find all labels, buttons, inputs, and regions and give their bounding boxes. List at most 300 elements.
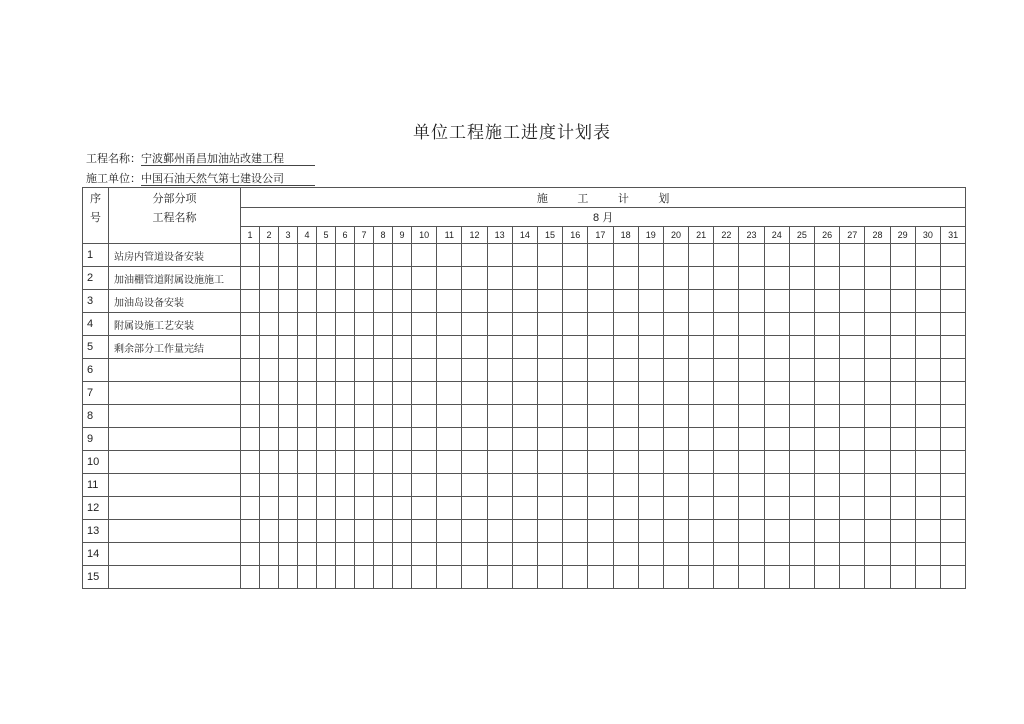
schedule-day-cell <box>890 497 915 520</box>
schedule-day-cell <box>260 290 279 313</box>
schedule-day-cell <box>298 497 317 520</box>
schedule-day-cell <box>588 428 613 451</box>
schedule-day-cell <box>317 543 336 566</box>
schedule-day-cell <box>336 543 355 566</box>
schedule-day-cell <box>663 428 688 451</box>
schedule-day-cell <box>840 451 865 474</box>
schedule-day-cell <box>689 428 714 451</box>
schedule-day-cell <box>638 336 663 359</box>
schedule-day-cell <box>317 290 336 313</box>
schedule-day-cell <box>588 405 613 428</box>
project-name-value: 宁波鄞州甬昌加油站改建工程 <box>141 152 315 166</box>
schedule-day-cell <box>663 451 688 474</box>
day-header-cell: 29 <box>890 227 915 244</box>
schedule-day-cell <box>764 428 789 451</box>
schedule-day-cell <box>714 359 739 382</box>
schedule-day-cell <box>915 267 940 290</box>
schedule-day-cell <box>840 405 865 428</box>
table-row <box>83 566 966 589</box>
schedule-day-cell <box>739 336 764 359</box>
schedule-day-cell <box>437 497 462 520</box>
schedule-day-cell <box>588 451 613 474</box>
day-header-cell: 19 <box>638 227 663 244</box>
schedule-day-cell <box>298 382 317 405</box>
schedule-day-cell <box>663 313 688 336</box>
schedule-day-cell <box>865 474 890 497</box>
schedule-day-cell <box>260 267 279 290</box>
schedule-day-cell <box>437 244 462 267</box>
schedule-day-cell <box>613 543 638 566</box>
schedule-day-cell <box>393 428 412 451</box>
schedule-day-cell <box>393 520 412 543</box>
schedule-day-cell <box>915 428 940 451</box>
schedule-day-cell <box>393 336 412 359</box>
schedule-day-cell <box>689 244 714 267</box>
schedule-day-cell <box>374 497 393 520</box>
schedule-day-cell <box>279 336 298 359</box>
schedule-day-cell <box>260 474 279 497</box>
schedule-day-cell <box>355 497 374 520</box>
schedule-day-cell <box>638 359 663 382</box>
schedule-day-cell <box>241 405 260 428</box>
schedule-day-cell <box>890 405 915 428</box>
schedule-day-cell <box>512 244 537 267</box>
schedule-day-cell <box>374 359 393 382</box>
schedule-day-cell <box>437 359 462 382</box>
schedule-day-cell <box>537 543 562 566</box>
schedule-day-cell <box>739 244 764 267</box>
schedule-day-cell <box>638 405 663 428</box>
schedule-day-cell <box>663 405 688 428</box>
day-header-cell: 12 <box>462 227 487 244</box>
schedule-day-cell <box>689 405 714 428</box>
schedule-day-cell <box>393 290 412 313</box>
schedule-day-cell <box>563 267 588 290</box>
day-header-cell: 8 <box>374 227 393 244</box>
schedule-day-cell <box>437 566 462 589</box>
plan-header-char: 计 <box>617 191 629 205</box>
schedule-table <box>82 187 966 589</box>
schedule-day-cell <box>298 244 317 267</box>
row-number-cell: 11 <box>83 474 109 497</box>
number-header-line-2: 号 <box>90 211 101 224</box>
plan-header-char: 施 <box>536 191 548 205</box>
schedule-day-cell <box>487 267 512 290</box>
day-header-cell: 13 <box>487 227 512 244</box>
schedule-day-cell <box>940 382 965 405</box>
schedule-day-cell <box>563 313 588 336</box>
schedule-day-cell <box>241 313 260 336</box>
schedule-day-cell <box>789 267 814 290</box>
schedule-day-cell <box>865 382 890 405</box>
row-number-cell: 1 <box>83 244 109 267</box>
schedule-day-cell <box>260 313 279 336</box>
schedule-day-cell <box>714 428 739 451</box>
schedule-day-cell <box>940 543 965 566</box>
schedule-day-cell <box>336 382 355 405</box>
day-header-cell: 20 <box>663 227 688 244</box>
schedule-day-cell <box>764 244 789 267</box>
table-row <box>83 290 966 313</box>
schedule-day-cell <box>537 451 562 474</box>
schedule-day-cell <box>890 428 915 451</box>
schedule-day-cell <box>298 290 317 313</box>
schedule-day-cell <box>279 313 298 336</box>
day-header-cell: 15 <box>537 227 562 244</box>
schedule-day-cell <box>298 428 317 451</box>
schedule-day-cell <box>537 405 562 428</box>
schedule-day-cell <box>815 451 840 474</box>
schedule-day-cell <box>487 497 512 520</box>
schedule-day-cell <box>865 566 890 589</box>
schedule-day-cell <box>462 520 487 543</box>
day-header-cell: 3 <box>279 227 298 244</box>
schedule-day-cell <box>588 359 613 382</box>
schedule-day-cell <box>462 336 487 359</box>
schedule-day-cell <box>739 405 764 428</box>
schedule-day-cell <box>890 290 915 313</box>
schedule-day-cell <box>915 497 940 520</box>
schedule-day-cell <box>890 336 915 359</box>
schedule-day-cell <box>298 336 317 359</box>
schedule-day-cell <box>317 474 336 497</box>
schedule-day-cell <box>537 244 562 267</box>
schedule-day-cell <box>764 497 789 520</box>
table-row <box>83 244 966 267</box>
schedule-day-cell <box>613 566 638 589</box>
schedule-day-cell <box>815 359 840 382</box>
schedule-day-cell <box>815 405 840 428</box>
schedule-day-cell <box>374 382 393 405</box>
schedule-day-cell <box>241 543 260 566</box>
schedule-day-cell <box>613 267 638 290</box>
schedule-day-cell <box>393 267 412 290</box>
month-header: 8 月 <box>241 208 966 227</box>
schedule-day-cell <box>437 405 462 428</box>
schedule-day-cell <box>563 336 588 359</box>
schedule-day-cell <box>563 566 588 589</box>
schedule-day-cell <box>840 497 865 520</box>
schedule-day-cell <box>537 359 562 382</box>
schedule-day-cell <box>241 497 260 520</box>
schedule-day-cell <box>940 313 965 336</box>
row-number-cell: 6 <box>83 359 109 382</box>
row-task-cell <box>109 382 241 405</box>
schedule-day-cell <box>355 290 374 313</box>
schedule-day-cell <box>739 359 764 382</box>
schedule-day-cell <box>336 497 355 520</box>
schedule-day-cell <box>815 267 840 290</box>
number-header-line-1: 序 <box>90 192 101 205</box>
schedule-day-cell <box>739 451 764 474</box>
schedule-day-cell <box>739 267 764 290</box>
schedule-day-cell <box>298 543 317 566</box>
schedule-day-cell <box>512 520 537 543</box>
schedule-day-cell <box>764 451 789 474</box>
schedule-day-cell <box>374 428 393 451</box>
schedule-day-cell <box>412 382 437 405</box>
day-header-cell: 26 <box>815 227 840 244</box>
day-header-cell: 30 <box>915 227 940 244</box>
schedule-day-cell <box>437 428 462 451</box>
row-number-cell: 9 <box>83 428 109 451</box>
schedule-day-cell <box>638 451 663 474</box>
schedule-day-cell <box>437 520 462 543</box>
row-task-cell <box>109 474 241 497</box>
schedule-day-cell <box>563 290 588 313</box>
schedule-day-cell <box>714 244 739 267</box>
schedule-day-cell <box>638 566 663 589</box>
schedule-day-cell <box>890 474 915 497</box>
schedule-day-cell <box>940 497 965 520</box>
schedule-day-cell <box>588 313 613 336</box>
schedule-day-cell <box>764 336 789 359</box>
construction-unit-value: 中国石油天然气第七建设公司 <box>141 172 315 186</box>
day-header-cell: 5 <box>317 227 336 244</box>
day-header-cell: 9 <box>393 227 412 244</box>
schedule-day-cell <box>241 382 260 405</box>
schedule-day-cell <box>298 267 317 290</box>
day-header-cell: 25 <box>789 227 814 244</box>
schedule-day-cell <box>613 405 638 428</box>
table-row <box>83 497 966 520</box>
schedule-day-cell <box>279 566 298 589</box>
schedule-day-cell <box>840 244 865 267</box>
table-row <box>83 428 966 451</box>
day-header-cell: 22 <box>714 227 739 244</box>
schedule-day-cell <box>355 382 374 405</box>
schedule-day-cell <box>487 313 512 336</box>
schedule-day-cell <box>355 405 374 428</box>
row-number-cell: 13 <box>83 520 109 543</box>
schedule-day-cell <box>437 382 462 405</box>
row-task-cell <box>109 543 241 566</box>
schedule-day-cell <box>260 520 279 543</box>
table-row <box>83 267 966 290</box>
schedule-day-cell <box>638 313 663 336</box>
schedule-day-cell <box>815 290 840 313</box>
schedule-day-cell <box>915 451 940 474</box>
schedule-day-cell <box>487 474 512 497</box>
row-number-cell: 14 <box>83 543 109 566</box>
schedule-day-cell <box>462 566 487 589</box>
day-header-cell: 16 <box>563 227 588 244</box>
schedule-day-cell <box>613 336 638 359</box>
schedule-day-cell <box>663 520 688 543</box>
schedule-day-cell <box>393 382 412 405</box>
schedule-day-cell <box>317 428 336 451</box>
schedule-day-cell <box>563 428 588 451</box>
schedule-day-cell <box>374 451 393 474</box>
schedule-day-cell <box>512 497 537 520</box>
schedule-day-cell <box>789 405 814 428</box>
schedule-day-cell <box>915 313 940 336</box>
schedule-day-cell <box>588 474 613 497</box>
schedule-day-cell <box>336 520 355 543</box>
row-task-cell: 附属设施工艺安装 <box>109 313 241 336</box>
schedule-day-cell <box>563 451 588 474</box>
schedule-day-cell <box>739 313 764 336</box>
schedule-day-cell <box>689 543 714 566</box>
schedule-day-cell <box>714 313 739 336</box>
schedule-day-cell <box>336 267 355 290</box>
schedule-day-cell <box>764 474 789 497</box>
schedule-day-cell <box>336 313 355 336</box>
schedule-day-cell <box>279 359 298 382</box>
schedule-day-cell <box>317 313 336 336</box>
schedule-day-cell <box>764 359 789 382</box>
row-number-cell: 12 <box>83 497 109 520</box>
schedule-day-cell <box>462 267 487 290</box>
schedule-day-cell <box>393 543 412 566</box>
schedule-day-cell <box>815 566 840 589</box>
schedule-day-cell <box>789 382 814 405</box>
row-number-cell: 4 <box>83 313 109 336</box>
schedule-day-cell <box>865 359 890 382</box>
schedule-day-cell <box>789 428 814 451</box>
row-task-cell: 加油岛设备安装 <box>109 290 241 313</box>
schedule-day-cell <box>279 244 298 267</box>
schedule-day-cell <box>537 382 562 405</box>
schedule-day-cell <box>487 543 512 566</box>
schedule-day-cell <box>890 313 915 336</box>
schedule-day-cell <box>279 543 298 566</box>
schedule-day-cell <box>355 474 374 497</box>
schedule-day-cell <box>613 474 638 497</box>
schedule-day-cell <box>714 451 739 474</box>
table-row <box>83 543 966 566</box>
schedule-day-cell <box>336 290 355 313</box>
schedule-day-cell <box>241 359 260 382</box>
plan-header-char: 划 <box>658 191 670 205</box>
schedule-day-cell <box>764 520 789 543</box>
schedule-day-cell <box>588 267 613 290</box>
schedule-day-cell <box>412 267 437 290</box>
table-row <box>83 474 966 497</box>
schedule-day-cell <box>393 451 412 474</box>
construction-unit-label: 施工单位： <box>86 172 141 185</box>
schedule-day-cell <box>393 359 412 382</box>
schedule-day-cell <box>940 474 965 497</box>
schedule-day-cell <box>336 359 355 382</box>
schedule-day-cell <box>563 382 588 405</box>
schedule-day-cell <box>462 244 487 267</box>
schedule-day-cell <box>279 267 298 290</box>
day-header-cell: 18 <box>613 227 638 244</box>
schedule-day-cell <box>317 382 336 405</box>
schedule-day-cell <box>689 359 714 382</box>
schedule-day-cell <box>462 359 487 382</box>
schedule-day-cell <box>393 497 412 520</box>
schedule-day-cell <box>915 359 940 382</box>
schedule-day-cell <box>588 290 613 313</box>
schedule-day-cell <box>638 520 663 543</box>
schedule-day-cell <box>412 336 437 359</box>
schedule-day-cell <box>487 336 512 359</box>
schedule-day-cell <box>537 313 562 336</box>
schedule-day-cell <box>298 451 317 474</box>
schedule-day-cell <box>241 267 260 290</box>
schedule-day-cell <box>437 336 462 359</box>
schedule-day-cell <box>279 428 298 451</box>
schedule-day-cell <box>412 520 437 543</box>
schedule-day-cell <box>789 359 814 382</box>
schedule-day-cell <box>865 336 890 359</box>
schedule-day-cell <box>279 497 298 520</box>
schedule-day-cell <box>638 474 663 497</box>
schedule-day-cell <box>689 267 714 290</box>
schedule-day-cell <box>412 359 437 382</box>
schedule-day-cell <box>512 474 537 497</box>
schedule-day-cell <box>241 520 260 543</box>
schedule-day-cell <box>689 336 714 359</box>
row-task-cell <box>109 428 241 451</box>
schedule-day-cell <box>940 267 965 290</box>
schedule-day-cell <box>487 451 512 474</box>
table-row <box>83 451 966 474</box>
schedule-day-cell <box>563 474 588 497</box>
schedule-day-cell <box>317 336 336 359</box>
schedule-day-cell <box>260 543 279 566</box>
schedule-day-cell <box>764 405 789 428</box>
schedule-day-cell <box>260 382 279 405</box>
schedule-day-cell <box>865 428 890 451</box>
schedule-day-cell <box>393 566 412 589</box>
schedule-day-cell <box>714 566 739 589</box>
schedule-day-cell <box>537 474 562 497</box>
schedule-day-cell <box>689 520 714 543</box>
schedule-day-cell <box>412 451 437 474</box>
schedule-day-cell <box>739 520 764 543</box>
schedule-day-cell <box>588 244 613 267</box>
schedule-day-cell <box>663 474 688 497</box>
schedule-day-cell <box>393 474 412 497</box>
schedule-day-cell <box>462 405 487 428</box>
schedule-day-cell <box>663 543 688 566</box>
schedule-day-cell <box>355 244 374 267</box>
schedule-day-cell <box>915 405 940 428</box>
schedule-day-cell <box>374 520 393 543</box>
schedule-day-cell <box>279 520 298 543</box>
schedule-day-cell <box>663 336 688 359</box>
schedule-day-cell <box>393 313 412 336</box>
schedule-day-cell <box>840 543 865 566</box>
schedule-day-cell <box>462 543 487 566</box>
day-header-cell: 14 <box>512 227 537 244</box>
schedule-day-cell <box>317 359 336 382</box>
schedule-day-cell <box>241 566 260 589</box>
schedule-day-cell <box>815 313 840 336</box>
schedule-day-cell <box>260 336 279 359</box>
schedule-day-cell <box>336 428 355 451</box>
day-header-cell: 31 <box>940 227 965 244</box>
schedule-day-cell <box>613 451 638 474</box>
schedule-day-cell <box>915 543 940 566</box>
schedule-day-cell <box>588 566 613 589</box>
schedule-day-cell <box>298 405 317 428</box>
schedule-day-cell <box>317 405 336 428</box>
schedule-day-cell <box>355 566 374 589</box>
schedule-day-cell <box>915 566 940 589</box>
schedule-day-cell <box>355 267 374 290</box>
schedule-day-cell <box>374 474 393 497</box>
schedule-day-cell <box>865 405 890 428</box>
schedule-day-cell <box>537 336 562 359</box>
schedule-day-cell <box>588 497 613 520</box>
construction-plan-header <box>241 188 966 208</box>
row-task-cell <box>109 405 241 428</box>
schedule-day-cell <box>789 474 814 497</box>
